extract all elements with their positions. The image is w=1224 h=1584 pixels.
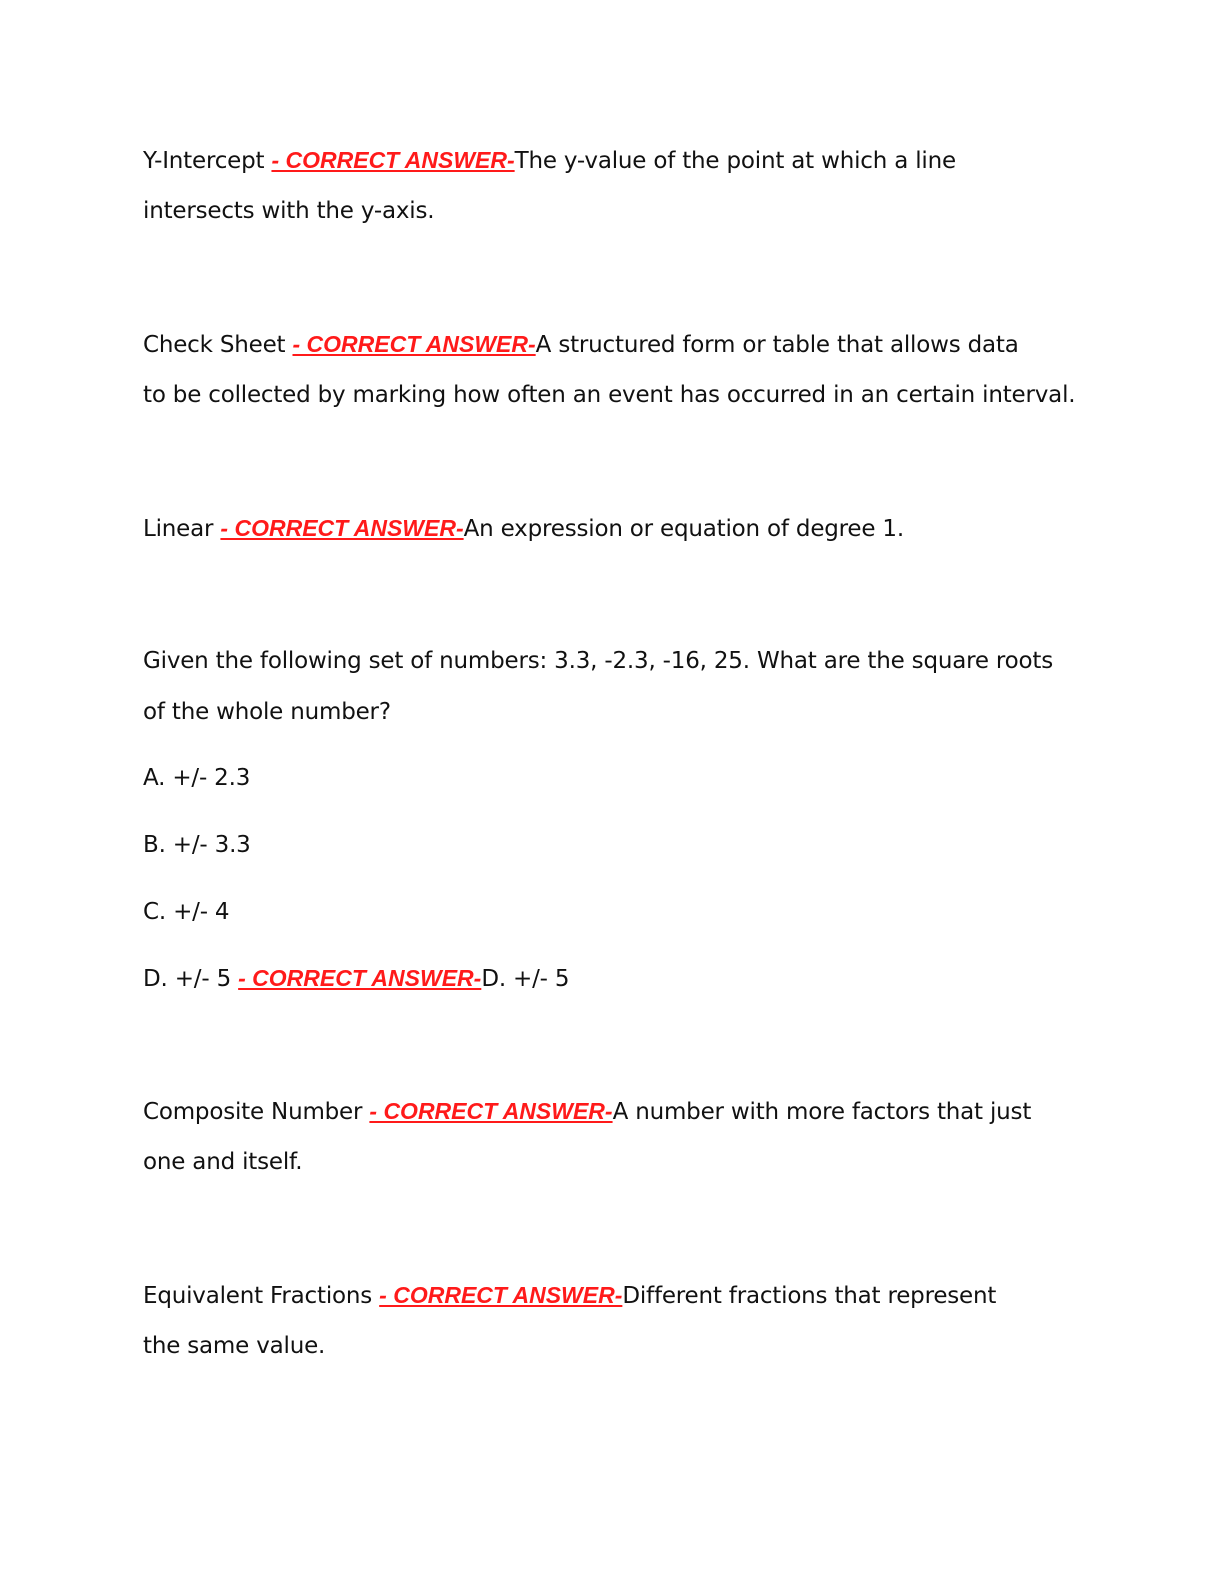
term: Y-Intercept xyxy=(143,148,265,174)
correct-answer-marker: - CORRECT ANSWER- xyxy=(369,1098,613,1124)
flashcard-line xyxy=(143,1281,996,1310)
option-c: C. +/- 4 xyxy=(143,899,230,925)
answer-continuation: to be collected by marking how often an event has occurred in an certain interval. xyxy=(143,382,1076,408)
flashcard-line xyxy=(143,964,569,993)
flashcard-line xyxy=(143,514,904,543)
question-continuation: of the whole number? xyxy=(143,699,391,725)
answer-text: An expression or equation of degree 1. xyxy=(463,516,904,542)
answer-text: Different fractions that represent xyxy=(622,1283,997,1309)
answer-text: The y-value of the point at which a line xyxy=(514,148,956,174)
correct-answer-marker: - CORRECT ANSWER- xyxy=(238,965,482,991)
term: Linear xyxy=(143,516,214,542)
correct-answer-marker: - CORRECT ANSWER- xyxy=(379,1282,623,1308)
term: Equivalent Fractions xyxy=(143,1283,373,1309)
answer-continuation: intersects with the y-axis. xyxy=(143,198,435,224)
flashcard-line xyxy=(143,146,956,175)
answer-continuation: the same value. xyxy=(143,1333,326,1359)
answer-text: D. +/- 5 xyxy=(481,966,570,992)
option-a: A. +/- 2.3 xyxy=(143,765,251,791)
correct-answer-marker: - CORRECT ANSWER- xyxy=(292,331,536,357)
option-b: B. +/- 3.3 xyxy=(143,832,251,858)
correct-answer-marker: - CORRECT ANSWER- xyxy=(271,147,515,173)
answer-text: A structured form or table that allows data xyxy=(535,332,1019,358)
correct-answer-marker: - CORRECT ANSWER- xyxy=(220,515,464,541)
answer-text: A number with more factors that just xyxy=(612,1099,1032,1125)
answer-continuation: one and itself. xyxy=(143,1149,303,1175)
term: Check Sheet xyxy=(143,332,286,358)
question-text: Given the following set of numbers: 3.3, -2.3, -16, 25. What are the square roots xyxy=(143,648,1054,674)
option-d: D. +/- 5 xyxy=(143,966,231,992)
flashcard-line xyxy=(143,1097,1031,1126)
flashcard-line xyxy=(143,330,1019,359)
term: Composite Number xyxy=(143,1099,363,1125)
